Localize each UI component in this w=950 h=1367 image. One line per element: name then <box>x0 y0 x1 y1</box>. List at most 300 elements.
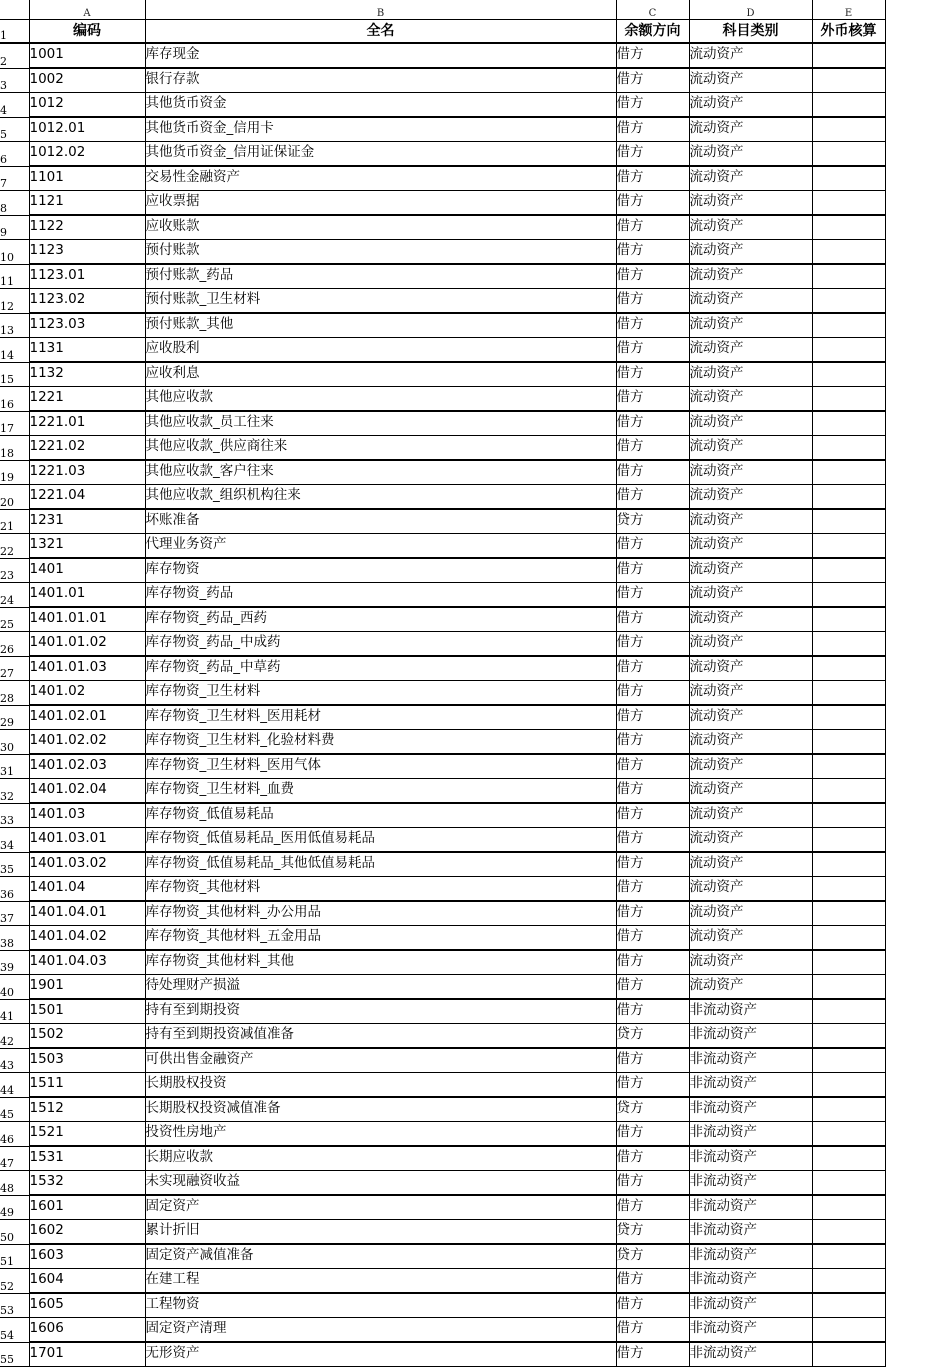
row-number[interactable]: 54 <box>0 1318 29 1343</box>
account-code-cell[interactable]: 1221.01 <box>29 411 145 436</box>
row-number[interactable]: 31 <box>0 754 29 779</box>
foreign-currency-cell[interactable] <box>812 1195 885 1220</box>
account-code-cell[interactable]: 1012.02 <box>29 142 145 167</box>
column-header-d[interactable]: D <box>689 0 812 20</box>
account-category-cell[interactable]: 流动资产 <box>689 485 812 510</box>
account-category-cell[interactable]: 流动资产 <box>689 387 812 412</box>
row-number[interactable]: 49 <box>0 1195 29 1220</box>
account-category-cell[interactable]: 非流动资产 <box>689 1342 812 1367</box>
account-code-cell[interactable]: 1601 <box>29 1195 145 1220</box>
foreign-currency-cell[interactable] <box>812 877 885 902</box>
balance-direction-cell[interactable]: 借方 <box>616 558 689 583</box>
account-code-cell[interactable]: 1401.03.02 <box>29 852 145 877</box>
account-name-cell[interactable]: 库存物资_卫生材料 <box>145 681 616 706</box>
foreign-currency-cell[interactable] <box>812 264 885 289</box>
account-code-cell[interactable]: 1605 <box>29 1293 145 1318</box>
account-name-cell[interactable]: 工程物资 <box>145 1293 616 1318</box>
account-name-cell[interactable]: 待处理财产损溢 <box>145 975 616 1000</box>
account-category-cell[interactable]: 非流动资产 <box>689 1122 812 1147</box>
account-name-cell[interactable]: 代理业务资产 <box>145 534 616 559</box>
account-name-cell[interactable]: 固定资产 <box>145 1195 616 1220</box>
foreign-currency-cell[interactable] <box>812 705 885 730</box>
account-category-cell[interactable]: 非流动资产 <box>689 1195 812 1220</box>
foreign-currency-cell[interactable] <box>812 975 885 1000</box>
account-code-cell[interactable]: 1901 <box>29 975 145 1000</box>
account-category-cell[interactable]: 非流动资产 <box>689 999 812 1024</box>
row-number[interactable]: 9 <box>0 215 29 240</box>
balance-direction-cell[interactable]: 借方 <box>616 1318 689 1343</box>
foreign-currency-cell[interactable] <box>812 1318 885 1343</box>
foreign-currency-cell[interactable] <box>812 289 885 314</box>
balance-direction-cell[interactable]: 借方 <box>616 68 689 93</box>
row-number[interactable]: 27 <box>0 656 29 681</box>
balance-direction-cell[interactable]: 借方 <box>616 117 689 142</box>
account-code-cell[interactable]: 1503 <box>29 1048 145 1073</box>
foreign-currency-cell[interactable] <box>812 338 885 363</box>
foreign-currency-cell[interactable] <box>812 803 885 828</box>
row-number[interactable]: 46 <box>0 1122 29 1147</box>
foreign-currency-cell[interactable] <box>812 1269 885 1294</box>
account-code-cell[interactable]: 1321 <box>29 534 145 559</box>
row-number[interactable]: 39 <box>0 950 29 975</box>
foreign-currency-cell[interactable] <box>812 1073 885 1098</box>
account-category-cell[interactable]: 非流动资产 <box>689 1244 812 1269</box>
row-number[interactable]: 5 <box>0 117 29 142</box>
foreign-currency-cell[interactable] <box>812 117 885 142</box>
account-category-cell[interactable]: 流动资产 <box>689 93 812 118</box>
row-number[interactable]: 19 <box>0 460 29 485</box>
account-name-cell[interactable]: 应收利息 <box>145 362 616 387</box>
row-number[interactable]: 14 <box>0 338 29 363</box>
foreign-currency-cell[interactable] <box>812 779 885 804</box>
account-name-cell[interactable]: 预付账款_药品 <box>145 264 616 289</box>
account-code-cell[interactable]: 1401.01.01 <box>29 607 145 632</box>
foreign-currency-cell[interactable] <box>812 681 885 706</box>
account-code-cell[interactable]: 1401.01.02 <box>29 632 145 657</box>
balance-direction-cell[interactable]: 贷方 <box>616 509 689 534</box>
account-code-cell[interactable]: 1401.02.01 <box>29 705 145 730</box>
row-number[interactable]: 30 <box>0 730 29 755</box>
balance-direction-cell[interactable]: 借方 <box>616 975 689 1000</box>
row-number[interactable]: 8 <box>0 191 29 216</box>
account-category-cell[interactable]: 流动资产 <box>689 338 812 363</box>
account-name-cell[interactable]: 库存物资_卫生材料_血费 <box>145 779 616 804</box>
row-number[interactable]: 6 <box>0 142 29 167</box>
account-name-cell[interactable]: 坏账准备 <box>145 509 616 534</box>
balance-direction-cell[interactable]: 贷方 <box>616 1024 689 1049</box>
account-category-cell[interactable]: 流动资产 <box>689 901 812 926</box>
foreign-currency-cell[interactable] <box>812 926 885 951</box>
account-category-cell[interactable]: 流动资产 <box>689 264 812 289</box>
balance-direction-cell[interactable]: 借方 <box>616 999 689 1024</box>
account-name-cell[interactable]: 其他货币资金 <box>145 93 616 118</box>
foreign-currency-cell[interactable] <box>812 43 885 68</box>
account-code-cell[interactable]: 1532 <box>29 1171 145 1196</box>
row-number[interactable]: 40 <box>0 975 29 1000</box>
foreign-currency-cell[interactable] <box>812 240 885 265</box>
account-category-cell[interactable]: 流动资产 <box>689 117 812 142</box>
column-header-b[interactable]: B <box>145 0 616 20</box>
balance-direction-cell[interactable]: 贷方 <box>616 1244 689 1269</box>
account-code-cell[interactable]: 1401.02.03 <box>29 754 145 779</box>
account-code-cell[interactable]: 1401.01.03 <box>29 656 145 681</box>
row-number[interactable]: 42 <box>0 1024 29 1049</box>
foreign-currency-cell[interactable] <box>812 1097 885 1122</box>
account-name-cell[interactable]: 持有至到期投资减值准备 <box>145 1024 616 1049</box>
row-number[interactable]: 47 <box>0 1146 29 1171</box>
row-number[interactable]: 52 <box>0 1269 29 1294</box>
account-category-cell[interactable]: 流动资产 <box>689 558 812 583</box>
account-name-cell[interactable]: 库存物资_药品_中草药 <box>145 656 616 681</box>
account-category-cell[interactable]: 流动资产 <box>689 877 812 902</box>
balance-direction-cell[interactable]: 借方 <box>616 632 689 657</box>
foreign-currency-cell[interactable] <box>812 632 885 657</box>
account-name-cell[interactable]: 预付账款_其他 <box>145 313 616 338</box>
foreign-currency-cell[interactable] <box>812 754 885 779</box>
account-name-cell[interactable]: 长期股权投资 <box>145 1073 616 1098</box>
account-code-cell[interactable]: 1101 <box>29 166 145 191</box>
balance-direction-cell[interactable]: 借方 <box>616 534 689 559</box>
account-category-cell[interactable]: 流动资产 <box>689 436 812 461</box>
account-name-cell[interactable]: 库存物资_其他材料_其他 <box>145 950 616 975</box>
balance-direction-cell[interactable]: 借方 <box>616 485 689 510</box>
account-code-cell[interactable]: 1401.03 <box>29 803 145 828</box>
foreign-currency-cell[interactable] <box>812 1024 885 1049</box>
account-category-cell[interactable]: 流动资产 <box>689 166 812 191</box>
account-code-cell[interactable]: 1401.02.02 <box>29 730 145 755</box>
foreign-currency-cell[interactable] <box>812 485 885 510</box>
account-code-cell[interactable]: 1604 <box>29 1269 145 1294</box>
account-category-cell[interactable]: 流动资产 <box>689 362 812 387</box>
account-code-cell[interactable]: 1401.02 <box>29 681 145 706</box>
account-category-cell[interactable]: 流动资产 <box>689 779 812 804</box>
row-number[interactable]: 20 <box>0 485 29 510</box>
account-name-cell[interactable]: 应收账款 <box>145 215 616 240</box>
account-category-cell[interactable]: 流动资产 <box>689 142 812 167</box>
account-category-cell[interactable]: 流动资产 <box>689 240 812 265</box>
balance-direction-cell[interactable]: 借方 <box>616 166 689 191</box>
foreign-currency-cell[interactable] <box>812 583 885 608</box>
account-name-cell[interactable]: 库存物资_卫生材料_医用耗材 <box>145 705 616 730</box>
foreign-currency-cell[interactable] <box>812 828 885 853</box>
row-number[interactable]: 16 <box>0 387 29 412</box>
balance-direction-cell[interactable]: 借方 <box>616 1048 689 1073</box>
account-code-cell[interactable]: 1701 <box>29 1342 145 1367</box>
foreign-currency-cell[interactable] <box>812 656 885 681</box>
foreign-currency-cell[interactable] <box>812 852 885 877</box>
account-name-cell[interactable]: 固定资产清理 <box>145 1318 616 1343</box>
account-category-cell[interactable]: 流动资产 <box>689 632 812 657</box>
row-number[interactable]: 1 <box>0 20 29 44</box>
account-category-cell[interactable]: 流动资产 <box>689 534 812 559</box>
account-name-cell[interactable]: 预付账款 <box>145 240 616 265</box>
balance-direction-cell[interactable]: 借方 <box>616 1293 689 1318</box>
column-header-e[interactable]: E <box>812 0 885 20</box>
foreign-currency-cell[interactable] <box>812 142 885 167</box>
balance-direction-cell[interactable]: 借方 <box>616 43 689 68</box>
row-number[interactable]: 28 <box>0 681 29 706</box>
account-code-cell[interactable]: 1221.04 <box>29 485 145 510</box>
row-number[interactable]: 38 <box>0 926 29 951</box>
account-category-cell[interactable]: 流动资产 <box>689 803 812 828</box>
header-code[interactable]: 编码 <box>29 20 145 44</box>
account-category-cell[interactable]: 流动资产 <box>689 705 812 730</box>
account-category-cell[interactable]: 流动资产 <box>689 607 812 632</box>
account-name-cell[interactable]: 库存物资_其他材料 <box>145 877 616 902</box>
balance-direction-cell[interactable]: 借方 <box>616 436 689 461</box>
account-category-cell[interactable]: 流动资产 <box>689 730 812 755</box>
account-name-cell[interactable]: 其他应收款_员工往来 <box>145 411 616 436</box>
column-header-c[interactable]: C <box>616 0 689 20</box>
row-number[interactable]: 12 <box>0 289 29 314</box>
account-name-cell[interactable]: 库存物资_其他材料_五金用品 <box>145 926 616 951</box>
row-number[interactable]: 7 <box>0 166 29 191</box>
account-code-cell[interactable]: 1511 <box>29 1073 145 1098</box>
account-code-cell[interactable]: 1012 <box>29 93 145 118</box>
row-number[interactable]: 33 <box>0 803 29 828</box>
account-code-cell[interactable]: 1512 <box>29 1097 145 1122</box>
header-balance-direction[interactable]: 余额方向 <box>616 20 689 44</box>
row-number[interactable]: 37 <box>0 901 29 926</box>
row-number[interactable]: 25 <box>0 607 29 632</box>
account-code-cell[interactable]: 1012.01 <box>29 117 145 142</box>
account-code-cell[interactable]: 1401.04 <box>29 877 145 902</box>
account-name-cell[interactable]: 库存物资_药品_中成药 <box>145 632 616 657</box>
foreign-currency-cell[interactable] <box>812 313 885 338</box>
row-number[interactable]: 23 <box>0 558 29 583</box>
account-category-cell[interactable]: 非流动资产 <box>689 1220 812 1245</box>
balance-direction-cell[interactable]: 借方 <box>616 215 689 240</box>
balance-direction-cell[interactable]: 借方 <box>616 1269 689 1294</box>
account-category-cell[interactable]: 非流动资产 <box>689 1171 812 1196</box>
account-category-cell[interactable]: 流动资产 <box>689 926 812 951</box>
row-number[interactable]: 3 <box>0 68 29 93</box>
account-code-cell[interactable]: 1122 <box>29 215 145 240</box>
account-code-cell[interactable]: 1002 <box>29 68 145 93</box>
row-number[interactable]: 4 <box>0 93 29 118</box>
account-category-cell[interactable]: 非流动资产 <box>689 1024 812 1049</box>
account-name-cell[interactable]: 其他应收款_客户往来 <box>145 460 616 485</box>
balance-direction-cell[interactable]: 借方 <box>616 705 689 730</box>
account-code-cell[interactable]: 1603 <box>29 1244 145 1269</box>
foreign-currency-cell[interactable] <box>812 68 885 93</box>
balance-direction-cell[interactable]: 借方 <box>616 1146 689 1171</box>
account-name-cell[interactable]: 库存现金 <box>145 43 616 68</box>
balance-direction-cell[interactable]: 借方 <box>616 583 689 608</box>
account-code-cell[interactable]: 1131 <box>29 338 145 363</box>
foreign-currency-cell[interactable] <box>812 730 885 755</box>
account-code-cell[interactable]: 1231 <box>29 509 145 534</box>
balance-direction-cell[interactable]: 借方 <box>616 240 689 265</box>
row-number[interactable]: 11 <box>0 264 29 289</box>
account-category-cell[interactable]: 流动资产 <box>689 313 812 338</box>
account-category-cell[interactable]: 流动资产 <box>689 460 812 485</box>
row-number[interactable]: 29 <box>0 705 29 730</box>
account-category-cell[interactable]: 非流动资产 <box>689 1269 812 1294</box>
balance-direction-cell[interactable]: 借方 <box>616 828 689 853</box>
account-name-cell[interactable]: 其他应收款_组织机构往来 <box>145 485 616 510</box>
account-name-cell[interactable]: 库存物资_低值易耗品_医用低值易耗品 <box>145 828 616 853</box>
balance-direction-cell[interactable]: 借方 <box>616 142 689 167</box>
account-code-cell[interactable]: 1221.02 <box>29 436 145 461</box>
account-code-cell[interactable]: 1401 <box>29 558 145 583</box>
corner-cell[interactable] <box>0 0 29 20</box>
balance-direction-cell[interactable]: 借方 <box>616 754 689 779</box>
foreign-currency-cell[interactable] <box>812 436 885 461</box>
account-name-cell[interactable]: 交易性金融资产 <box>145 166 616 191</box>
account-name-cell[interactable]: 长期股权投资减值准备 <box>145 1097 616 1122</box>
row-number[interactable]: 50 <box>0 1220 29 1245</box>
balance-direction-cell[interactable]: 贷方 <box>616 1220 689 1245</box>
balance-direction-cell[interactable]: 借方 <box>616 289 689 314</box>
balance-direction-cell[interactable]: 借方 <box>616 852 689 877</box>
account-category-cell[interactable]: 流动资产 <box>689 411 812 436</box>
account-name-cell[interactable]: 固定资产减值准备 <box>145 1244 616 1269</box>
balance-direction-cell[interactable]: 借方 <box>616 313 689 338</box>
account-category-cell[interactable]: 流动资产 <box>689 754 812 779</box>
account-category-cell[interactable]: 非流动资产 <box>689 1318 812 1343</box>
account-category-cell[interactable]: 流动资产 <box>689 215 812 240</box>
balance-direction-cell[interactable]: 借方 <box>616 926 689 951</box>
row-number[interactable]: 48 <box>0 1171 29 1196</box>
foreign-currency-cell[interactable] <box>812 362 885 387</box>
row-number[interactable]: 55 <box>0 1342 29 1367</box>
foreign-currency-cell[interactable] <box>812 1293 885 1318</box>
account-code-cell[interactable]: 1531 <box>29 1146 145 1171</box>
account-code-cell[interactable]: 1132 <box>29 362 145 387</box>
account-code-cell[interactable]: 1123.03 <box>29 313 145 338</box>
account-category-cell[interactable]: 流动资产 <box>689 656 812 681</box>
balance-direction-cell[interactable]: 借方 <box>616 779 689 804</box>
foreign-currency-cell[interactable] <box>812 534 885 559</box>
account-name-cell[interactable]: 其他货币资金_信用卡 <box>145 117 616 142</box>
balance-direction-cell[interactable]: 借方 <box>616 1171 689 1196</box>
account-name-cell[interactable]: 其他货币资金_信用证保证金 <box>145 142 616 167</box>
account-name-cell[interactable]: 预付账款_卫生材料 <box>145 289 616 314</box>
balance-direction-cell[interactable]: 借方 <box>616 1122 689 1147</box>
foreign-currency-cell[interactable] <box>812 999 885 1024</box>
row-number[interactable]: 36 <box>0 877 29 902</box>
balance-direction-cell[interactable]: 借方 <box>616 338 689 363</box>
foreign-currency-cell[interactable] <box>812 1220 885 1245</box>
foreign-currency-cell[interactable] <box>812 1171 885 1196</box>
account-code-cell[interactable]: 1123.01 <box>29 264 145 289</box>
account-code-cell[interactable]: 1001 <box>29 43 145 68</box>
balance-direction-cell[interactable]: 借方 <box>616 93 689 118</box>
foreign-currency-cell[interactable] <box>812 1122 885 1147</box>
account-name-cell[interactable]: 累计折旧 <box>145 1220 616 1245</box>
row-number[interactable]: 35 <box>0 852 29 877</box>
account-name-cell[interactable]: 未实现融资收益 <box>145 1171 616 1196</box>
account-code-cell[interactable]: 1221.03 <box>29 460 145 485</box>
foreign-currency-cell[interactable] <box>812 558 885 583</box>
foreign-currency-cell[interactable] <box>812 93 885 118</box>
account-category-cell[interactable]: 流动资产 <box>689 681 812 706</box>
account-category-cell[interactable]: 流动资产 <box>689 191 812 216</box>
row-number[interactable]: 15 <box>0 362 29 387</box>
account-category-cell[interactable]: 流动资产 <box>689 950 812 975</box>
account-category-cell[interactable]: 流动资产 <box>689 828 812 853</box>
account-category-cell[interactable]: 流动资产 <box>689 289 812 314</box>
account-category-cell[interactable]: 非流动资产 <box>689 1097 812 1122</box>
account-category-cell[interactable]: 非流动资产 <box>689 1048 812 1073</box>
balance-direction-cell[interactable]: 借方 <box>616 656 689 681</box>
account-name-cell[interactable]: 银行存款 <box>145 68 616 93</box>
account-name-cell[interactable]: 投资性房地产 <box>145 1122 616 1147</box>
account-code-cell[interactable]: 1401.01 <box>29 583 145 608</box>
account-code-cell[interactable]: 1401.03.01 <box>29 828 145 853</box>
account-name-cell[interactable]: 应收股利 <box>145 338 616 363</box>
row-number[interactable]: 34 <box>0 828 29 853</box>
account-category-cell[interactable]: 非流动资产 <box>689 1073 812 1098</box>
row-number[interactable]: 45 <box>0 1097 29 1122</box>
foreign-currency-cell[interactable] <box>812 460 885 485</box>
balance-direction-cell[interactable]: 借方 <box>616 681 689 706</box>
account-category-cell[interactable]: 流动资产 <box>689 68 812 93</box>
header-account-category[interactable]: 科目类别 <box>689 20 812 44</box>
account-category-cell[interactable]: 流动资产 <box>689 975 812 1000</box>
account-name-cell[interactable]: 库存物资_其他材料_办公用品 <box>145 901 616 926</box>
foreign-currency-cell[interactable] <box>812 901 885 926</box>
header-full-name[interactable]: 全名 <box>145 20 616 44</box>
balance-direction-cell[interactable]: 借方 <box>616 264 689 289</box>
account-code-cell[interactable]: 1123.02 <box>29 289 145 314</box>
account-name-cell[interactable]: 库存物资_药品_西药 <box>145 607 616 632</box>
account-code-cell[interactable]: 1521 <box>29 1122 145 1147</box>
row-number[interactable]: 17 <box>0 411 29 436</box>
balance-direction-cell[interactable]: 借方 <box>616 877 689 902</box>
foreign-currency-cell[interactable] <box>812 387 885 412</box>
account-name-cell[interactable]: 库存物资_卫生材料_化验材料费 <box>145 730 616 755</box>
foreign-currency-cell[interactable] <box>812 215 885 240</box>
account-name-cell[interactable]: 可供出售金融资产 <box>145 1048 616 1073</box>
account-name-cell[interactable]: 库存物资_药品 <box>145 583 616 608</box>
foreign-currency-cell[interactable] <box>812 950 885 975</box>
row-number[interactable]: 18 <box>0 436 29 461</box>
account-name-cell[interactable]: 长期应收款 <box>145 1146 616 1171</box>
account-code-cell[interactable]: 1501 <box>29 999 145 1024</box>
row-number[interactable]: 32 <box>0 779 29 804</box>
account-category-cell[interactable]: 流动资产 <box>689 852 812 877</box>
row-number[interactable]: 44 <box>0 1073 29 1098</box>
balance-direction-cell[interactable]: 贷方 <box>616 1097 689 1122</box>
foreign-currency-cell[interactable] <box>812 1048 885 1073</box>
row-number[interactable]: 26 <box>0 632 29 657</box>
account-name-cell[interactable]: 其他应收款_供应商往来 <box>145 436 616 461</box>
account-code-cell[interactable]: 1401.04.02 <box>29 926 145 951</box>
balance-direction-cell[interactable]: 借方 <box>616 950 689 975</box>
balance-direction-cell[interactable]: 借方 <box>616 191 689 216</box>
account-code-cell[interactable]: 1602 <box>29 1220 145 1245</box>
balance-direction-cell[interactable]: 借方 <box>616 362 689 387</box>
row-number[interactable]: 51 <box>0 1244 29 1269</box>
account-name-cell[interactable]: 在建工程 <box>145 1269 616 1294</box>
row-number[interactable]: 22 <box>0 534 29 559</box>
row-number[interactable]: 53 <box>0 1293 29 1318</box>
balance-direction-cell[interactable]: 借方 <box>616 1195 689 1220</box>
account-category-cell[interactable]: 流动资产 <box>689 43 812 68</box>
header-foreign-currency[interactable]: 外币核算 <box>812 20 885 44</box>
account-name-cell[interactable]: 库存物资_低值易耗品_其他低值易耗品 <box>145 852 616 877</box>
account-category-cell[interactable]: 流动资产 <box>689 509 812 534</box>
account-code-cell[interactable]: 1606 <box>29 1318 145 1343</box>
account-name-cell[interactable]: 无形资产 <box>145 1342 616 1367</box>
foreign-currency-cell[interactable] <box>812 191 885 216</box>
foreign-currency-cell[interactable] <box>812 607 885 632</box>
row-number[interactable]: 10 <box>0 240 29 265</box>
row-number[interactable]: 2 <box>0 43 29 68</box>
account-code-cell[interactable]: 1401.04.03 <box>29 950 145 975</box>
